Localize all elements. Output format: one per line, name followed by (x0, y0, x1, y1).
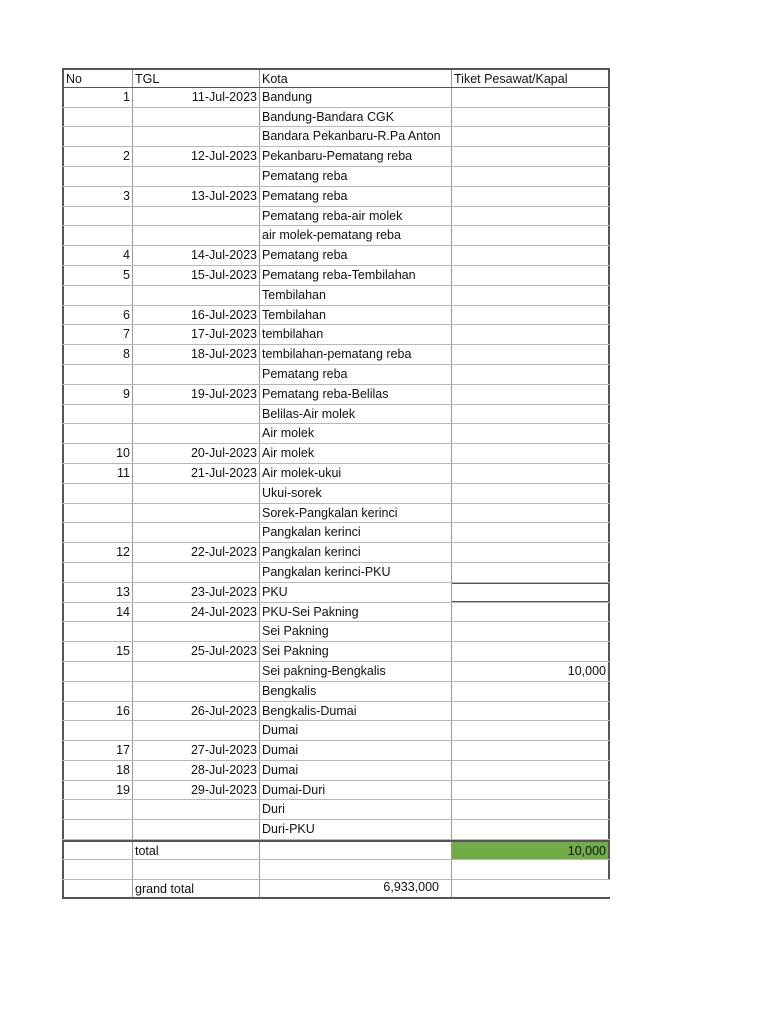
cell-no[interactable] (62, 820, 133, 839)
cell-tiket[interactable] (452, 523, 610, 542)
cell-no[interactable] (62, 622, 133, 641)
cell-kota[interactable]: Dumai-Duri (260, 781, 452, 800)
cell-kota[interactable]: Dumai (260, 741, 452, 760)
cell-no[interactable] (62, 721, 133, 740)
cell-tgl[interactable]: 26-Jul-2023 (133, 702, 260, 721)
cell-kota[interactable]: PKU-Sei Pakning (260, 603, 452, 622)
cell-tgl[interactable] (133, 563, 260, 582)
cell-kota[interactable]: Pangkalan kerinci (260, 543, 452, 562)
cell-tiket[interactable] (452, 187, 610, 206)
cell-kota[interactable]: Bengkalis (260, 682, 452, 701)
cell-kota[interactable]: Pematang reba-Belilas (260, 385, 452, 404)
cell-tgl[interactable] (133, 504, 260, 523)
cell-tiket[interactable] (452, 345, 610, 364)
cell-no[interactable] (62, 484, 133, 503)
cell-kota[interactable]: Dumai (260, 721, 452, 740)
cell-no[interactable] (62, 207, 133, 226)
cell-no[interactable]: 1 (62, 88, 133, 107)
cell-tiket[interactable] (452, 583, 610, 602)
cell-tgl[interactable]: 25-Jul-2023 (133, 642, 260, 661)
cell-no[interactable]: 7 (62, 325, 133, 344)
cell-kota[interactable]: Pematang reba (260, 167, 452, 186)
table-row (62, 820, 610, 840)
table-row (62, 662, 610, 682)
cell-tiket[interactable]: 10,000 (452, 662, 610, 681)
cell-tiket[interactable] (452, 88, 610, 107)
cell-kota[interactable]: air molek-pematang reba (260, 226, 452, 245)
table-row (62, 286, 610, 306)
cell-kota[interactable]: Sei pakning-Bengkalis (260, 662, 452, 681)
total-no-cell[interactable] (62, 842, 133, 859)
cell-no[interactable] (62, 662, 133, 681)
cell-tgl[interactable] (133, 207, 260, 226)
table-row (62, 484, 610, 504)
cell-tiket[interactable] (452, 464, 610, 483)
table-header-row (62, 68, 610, 88)
cell-no[interactable] (62, 127, 133, 146)
empty-tgl-cell[interactable] (133, 860, 260, 879)
cell-no[interactable] (62, 108, 133, 127)
expense-table (62, 68, 610, 899)
table-row (62, 345, 610, 365)
cell-no[interactable]: 10 (62, 444, 133, 463)
cell-kota[interactable]: Ukui-sorek (260, 484, 452, 503)
table-row (62, 385, 610, 405)
cell-tiket[interactable] (452, 385, 610, 404)
cell-tiket[interactable] (452, 781, 610, 800)
cell-kota[interactable]: Sorek-Pangkalan kerinci (260, 504, 452, 523)
cell-kota[interactable]: Bandung-Bandara CGK (260, 108, 452, 127)
cell-kota[interactable]: Air molek (260, 444, 452, 463)
cell-tgl[interactable]: 29-Jul-2023 (133, 781, 260, 800)
table-row (62, 246, 610, 266)
empty-tiket-cell[interactable] (452, 860, 610, 879)
cell-tiket[interactable] (452, 424, 610, 443)
empty-row (62, 860, 610, 880)
cell-tiket[interactable] (452, 504, 610, 523)
cell-tgl[interactable]: 17-Jul-2023 (133, 325, 260, 344)
cell-tgl[interactable] (133, 286, 260, 305)
table-row (62, 464, 610, 484)
cell-tgl[interactable]: 18-Jul-2023 (133, 345, 260, 364)
table-row (62, 405, 610, 425)
table-row (62, 365, 610, 385)
cell-tgl[interactable] (133, 682, 260, 701)
cell-tiket[interactable] (452, 622, 610, 641)
cell-tgl[interactable] (133, 108, 260, 127)
cell-no[interactable] (62, 365, 133, 384)
table-body (62, 88, 610, 840)
cell-tiket[interactable] (452, 702, 610, 721)
table-row (62, 543, 610, 563)
table-row (62, 603, 610, 623)
cell-no[interactable] (62, 226, 133, 245)
cell-no[interactable] (62, 523, 133, 542)
table-row (62, 306, 610, 326)
cell-tiket[interactable] (452, 405, 610, 424)
grand-no-cell[interactable] (62, 880, 133, 898)
cell-kota[interactable]: Air molek-ukui (260, 464, 452, 483)
total-row (62, 840, 610, 860)
cell-tgl[interactable] (133, 523, 260, 542)
cell-tiket[interactable] (452, 444, 610, 463)
cell-no[interactable]: 13 (62, 583, 133, 602)
cell-kota[interactable]: Duri (260, 800, 452, 819)
cell-tiket[interactable] (452, 147, 610, 166)
header-tgl[interactable]: TGL (133, 70, 260, 87)
table-row (62, 800, 610, 820)
cell-no[interactable]: 14 (62, 603, 133, 622)
table-row (62, 266, 610, 286)
cell-kota[interactable]: Bandung (260, 88, 452, 107)
cell-no[interactable]: 6 (62, 306, 133, 325)
cell-tiket[interactable] (452, 226, 610, 245)
cell-tgl[interactable]: 15-Jul-2023 (133, 266, 260, 285)
grand-total-value[interactable]: 6,933,000 (260, 880, 452, 898)
table-row (62, 325, 610, 345)
cell-tiket[interactable] (452, 761, 610, 780)
table-row (62, 424, 610, 444)
table-row (62, 504, 610, 524)
cell-tiket[interactable] (452, 682, 610, 701)
table-row (62, 642, 610, 662)
cell-no[interactable] (62, 504, 133, 523)
cell-kota[interactable]: Pematang reba (260, 187, 452, 206)
cell-tiket[interactable] (452, 365, 610, 384)
empty-no-cell[interactable] (62, 860, 133, 879)
cell-kota[interactable]: Sei Pakning (260, 622, 452, 641)
header-no[interactable]: No (62, 70, 133, 87)
grand-tiket-cell[interactable] (452, 880, 610, 898)
cell-tiket[interactable] (452, 563, 610, 582)
table-row (62, 108, 610, 128)
cell-tgl[interactable] (133, 127, 260, 146)
cell-tgl[interactable] (133, 721, 260, 740)
cell-tgl[interactable] (133, 424, 260, 443)
cell-tgl[interactable] (133, 820, 260, 839)
table-row (62, 127, 610, 147)
table-row (62, 702, 610, 722)
cell-tgl[interactable]: 16-Jul-2023 (133, 306, 260, 325)
table-row (62, 682, 610, 702)
cell-no[interactable] (62, 800, 133, 819)
cell-tgl[interactable] (133, 365, 260, 384)
cell-kota[interactable]: Pematang reba-air molek (260, 207, 452, 226)
cell-no[interactable] (62, 405, 133, 424)
cell-tiket[interactable] (452, 800, 610, 819)
cell-kota[interactable]: Air molek (260, 424, 452, 443)
cell-no[interactable]: 9 (62, 385, 133, 404)
table-row (62, 563, 610, 583)
cell-kota[interactable]: Pematang reba (260, 365, 452, 384)
cell-tgl[interactable] (133, 405, 260, 424)
total-label[interactable]: total (133, 842, 260, 859)
cell-tiket[interactable] (452, 246, 610, 265)
table-row (62, 207, 610, 227)
cell-tgl[interactable]: 12-Jul-2023 (133, 147, 260, 166)
cell-tiket[interactable] (452, 108, 610, 127)
cell-kota[interactable]: PKU (260, 583, 452, 602)
table-row (62, 226, 610, 246)
cell-no[interactable]: 3 (62, 187, 133, 206)
cell-tgl[interactable]: 13-Jul-2023 (133, 187, 260, 206)
cell-tiket[interactable] (452, 484, 610, 503)
cell-tiket[interactable] (452, 543, 610, 562)
cell-kota[interactable]: Pematang reba (260, 246, 452, 265)
cell-tiket[interactable] (452, 127, 610, 146)
cell-kota[interactable]: tembilahan-pematang reba (260, 345, 452, 364)
cell-kota[interactable]: Dumai (260, 761, 452, 780)
cell-tgl[interactable]: 11-Jul-2023 (133, 88, 260, 107)
cell-no[interactable]: 18 (62, 761, 133, 780)
cell-tgl[interactable] (133, 662, 260, 681)
cell-tiket[interactable] (452, 325, 610, 344)
cell-no[interactable]: 19 (62, 781, 133, 800)
cell-tgl[interactable] (133, 800, 260, 819)
cell-tiket[interactable] (452, 603, 610, 622)
table-row (62, 88, 610, 108)
total-value[interactable]: 10,000 (452, 842, 610, 859)
cell-kota[interactable]: Sei Pakning (260, 642, 452, 661)
table-row (62, 761, 610, 781)
cell-tiket[interactable] (452, 820, 610, 839)
cell-no[interactable]: 15 (62, 642, 133, 661)
header-tiket[interactable]: Tiket Pesawat/Kapal (452, 70, 610, 87)
cell-kota[interactable]: Pematang reba-Tembilahan (260, 266, 452, 285)
cell-no[interactable] (62, 682, 133, 701)
cell-tgl[interactable] (133, 622, 260, 641)
cell-tgl[interactable]: 22-Jul-2023 (133, 543, 260, 562)
cell-kota[interactable]: tembilahan (260, 325, 452, 344)
cell-tgl[interactable]: 23-Jul-2023 (133, 583, 260, 602)
cell-kota[interactable]: Belilas-Air molek (260, 405, 452, 424)
cell-kota[interactable]: Pangkalan kerinci-PKU (260, 563, 452, 582)
cell-kota[interactable]: Pangkalan kerinci (260, 523, 452, 542)
cell-kota[interactable]: Pekanbaru-Pematang reba (260, 147, 452, 166)
cell-tgl[interactable]: 28-Jul-2023 (133, 761, 260, 780)
cell-no[interactable]: 16 (62, 702, 133, 721)
table-row (62, 444, 610, 464)
cell-no[interactable]: 2 (62, 147, 133, 166)
table-row (62, 781, 610, 801)
cell-no[interactable]: 17 (62, 741, 133, 760)
cell-tgl[interactable]: 19-Jul-2023 (133, 385, 260, 404)
cell-no[interactable]: 11 (62, 464, 133, 483)
cell-kota[interactable]: Bengkalis-Dumai (260, 702, 452, 721)
cell-tgl[interactable]: 21-Jul-2023 (133, 464, 260, 483)
cell-tiket[interactable] (452, 306, 610, 325)
cell-no[interactable] (62, 167, 133, 186)
cell-tgl[interactable] (133, 226, 260, 245)
cell-tgl[interactable] (133, 484, 260, 503)
cell-tgl[interactable]: 24-Jul-2023 (133, 603, 260, 622)
table-row (62, 741, 610, 761)
table-row (62, 523, 610, 543)
table-row (62, 622, 610, 642)
cell-tiket[interactable] (452, 167, 610, 186)
table-row (62, 187, 610, 207)
cell-no[interactable] (62, 563, 133, 582)
cell-tiket[interactable] (452, 741, 610, 760)
cell-tiket[interactable] (452, 286, 610, 305)
cell-tiket[interactable] (452, 721, 610, 740)
cell-no[interactable]: 4 (62, 246, 133, 265)
cell-no[interactable]: 5 (62, 266, 133, 285)
cell-no[interactable] (62, 286, 133, 305)
cell-no[interactable] (62, 424, 133, 443)
cell-kota[interactable]: Tembilahan (260, 306, 452, 325)
cell-no[interactable]: 8 (62, 345, 133, 364)
cell-tgl[interactable]: 27-Jul-2023 (133, 741, 260, 760)
table-row (62, 167, 610, 187)
empty-kota-cell[interactable] (260, 860, 452, 879)
grand-total-label[interactable]: grand total (133, 880, 260, 898)
cell-no[interactable]: 12 (62, 543, 133, 562)
cell-tiket[interactable] (452, 642, 610, 661)
table-row (62, 583, 610, 603)
table-row (62, 721, 610, 741)
cell-tiket[interactable] (452, 207, 610, 226)
cell-tgl[interactable]: 20-Jul-2023 (133, 444, 260, 463)
table-row (62, 147, 610, 167)
cell-kota[interactable]: Duri-PKU (260, 820, 452, 839)
total-kota-cell[interactable] (260, 842, 452, 859)
header-kota[interactable]: Kota (260, 70, 452, 87)
cell-tiket[interactable] (452, 266, 610, 285)
cell-tgl[interactable]: 14-Jul-2023 (133, 246, 260, 265)
grand-total-row (62, 880, 610, 900)
cell-kota[interactable]: Bandara Pekanbaru-R.Pa Anton (260, 127, 452, 146)
cell-kota[interactable]: Tembilahan (260, 286, 452, 305)
cell-tgl[interactable] (133, 167, 260, 186)
